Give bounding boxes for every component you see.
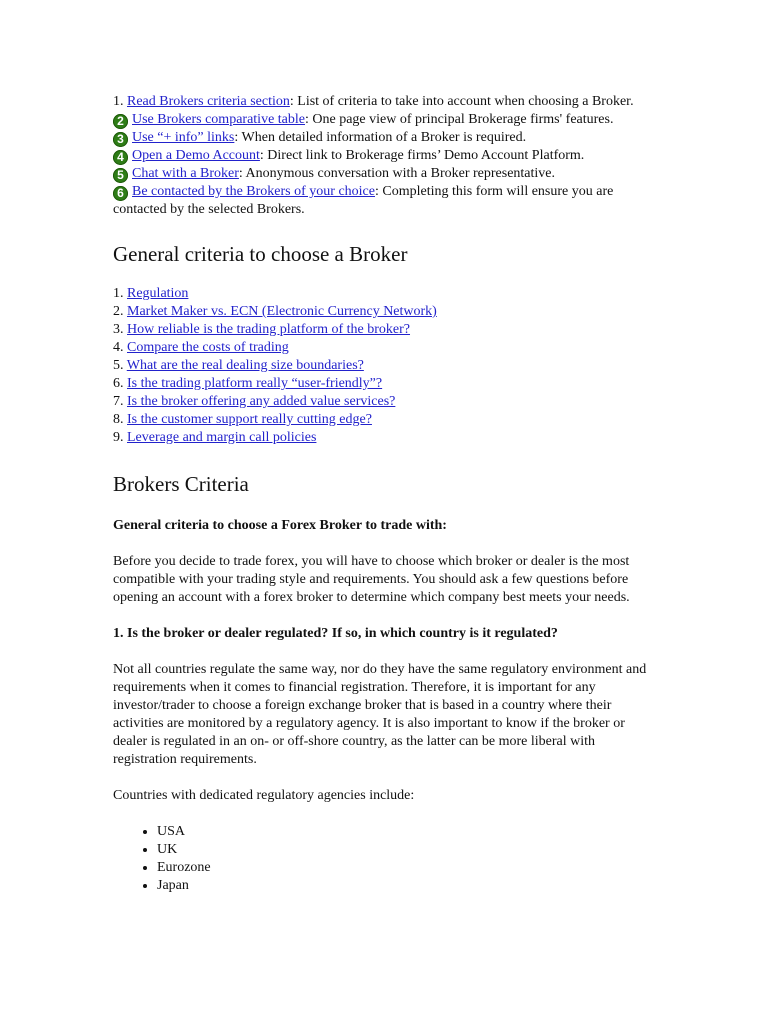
countries-intro: Countries with dedicated regulatory agencies include: <box>113 788 415 803</box>
criteria-link-user-friendly[interactable]: Is the trading platform really “user-friendly”? <box>127 376 383 391</box>
number-3-icon: 3 <box>113 132 128 147</box>
criteria-item <box>113 411 658 429</box>
step-1 <box>113 93 658 111</box>
criteria-number: 5. <box>113 358 124 373</box>
criteria-number: 2. <box>113 304 124 319</box>
criteria-item <box>113 357 658 375</box>
step-4-text: : Direct link to Brokerage firms’ Demo Account Platform. <box>259 148 585 163</box>
step-6 <box>113 183 658 219</box>
criteria-list <box>113 285 658 447</box>
steps-list <box>113 93 658 219</box>
document-page <box>113 93 658 895</box>
criteria-item <box>113 429 658 447</box>
criteria-link-market-maker[interactable]: Market Maker vs. ECN (Electronic Currency Network) <box>127 304 437 319</box>
step-2-text: : One page view of principal Brokerage firms' features. <box>305 112 614 127</box>
criteria-link-regulation[interactable]: Regulation <box>127 286 189 301</box>
forex-criteria-subheading: General criteria to choose a Forex Broker to trade with: <box>113 518 447 533</box>
step-1-text: : List of criteria to take into account when choosing a Broker. <box>289 94 634 109</box>
criteria-link-leverage[interactable]: Leverage and margin call policies <box>127 430 317 445</box>
be-contacted-link[interactable]: Be contacted by the Brokers of your choice <box>132 184 375 199</box>
country-item: • UK <box>157 841 658 859</box>
step-5 <box>113 165 658 183</box>
countries-list <box>113 823 658 895</box>
step-3-text: : When detailed information of a Broker is required. <box>234 130 527 145</box>
chat-with-broker-link[interactable]: Chat with a Broker <box>132 166 239 181</box>
open-demo-account-link[interactable]: Open a Demo Account <box>132 148 260 163</box>
brokers-criteria-heading: Brokers Criteria <box>113 472 249 496</box>
intro-paragraph: Before you decide to trade forex, you will have to choose which broker or dealer is the most compatible with your trading style and requirements. You should ask a few questions before opening an account with a forex broker to determine which company best meets your needs. <box>113 554 630 605</box>
step-5-text: : Anonymous conversation with a Broker representative. <box>238 166 556 181</box>
criteria-number: 1. <box>113 286 124 301</box>
criteria-item <box>113 321 658 339</box>
brokers-comparative-table-link[interactable]: Use Brokers comparative table <box>132 112 305 127</box>
criteria-link-customer-support[interactable]: Is the customer support really cutting edge? <box>127 412 372 427</box>
step-6-text: : Completing this form will ensure you are contacted by the selected Brokers. <box>113 184 614 217</box>
step-2 <box>113 111 658 129</box>
criteria-number: 7. <box>113 394 124 409</box>
criteria-number: 3. <box>113 322 124 337</box>
regulation-paragraph: Not all countries regulate the same way, nor do they have the same regulatory environment and requirements when it comes to financial registration. Therefore, it is important for any investor/trader to choose a foreign exchange broker that is based in a country where their activities are monitored by a regulatory agency. It is also important to know if the broker or dealer is regulated in an on- or off-shore country, as the latter can be more liberal with registration requirements. <box>113 662 647 767</box>
criteria-item <box>113 303 658 321</box>
criteria-link-trading-costs[interactable]: Compare the costs of trading <box>127 340 289 355</box>
country-item: • Japan <box>157 877 658 895</box>
criteria-link-dealing-size[interactable]: What are the real dealing size boundaries? <box>126 358 364 373</box>
criteria-number: 8. <box>113 412 124 427</box>
criteria-number: 4. <box>113 340 124 355</box>
number-5-icon: 5 <box>113 168 128 183</box>
plus-info-links-link[interactable]: Use “+ info” links <box>132 130 235 145</box>
general-criteria-heading: General criteria to choose a Broker <box>113 242 408 266</box>
step-1-number: 1. <box>113 94 124 109</box>
criteria-item <box>113 375 658 393</box>
country-item: • USA <box>157 823 658 841</box>
number-2-icon: 2 <box>113 114 128 129</box>
number-6-icon: 6 <box>113 186 128 201</box>
question-1-heading: 1. Is the broker or dealer regulated? If so, in which country is it regulated? <box>113 626 558 641</box>
criteria-number: 9. <box>113 430 124 445</box>
step-4 <box>113 147 658 165</box>
criteria-item <box>113 339 658 357</box>
criteria-item <box>113 285 658 303</box>
number-4-icon: 4 <box>113 150 128 165</box>
criteria-item <box>113 393 658 411</box>
criteria-link-added-value[interactable]: Is the broker offering any added value services? <box>127 394 396 409</box>
country-item: • Eurozone <box>157 859 658 877</box>
criteria-link-platform-reliability[interactable]: How reliable is the trading platform of the broker? <box>127 322 411 337</box>
read-brokers-criteria-link[interactable]: Read Brokers criteria section <box>127 94 290 109</box>
criteria-number: 6. <box>113 376 124 391</box>
step-3 <box>113 129 658 147</box>
